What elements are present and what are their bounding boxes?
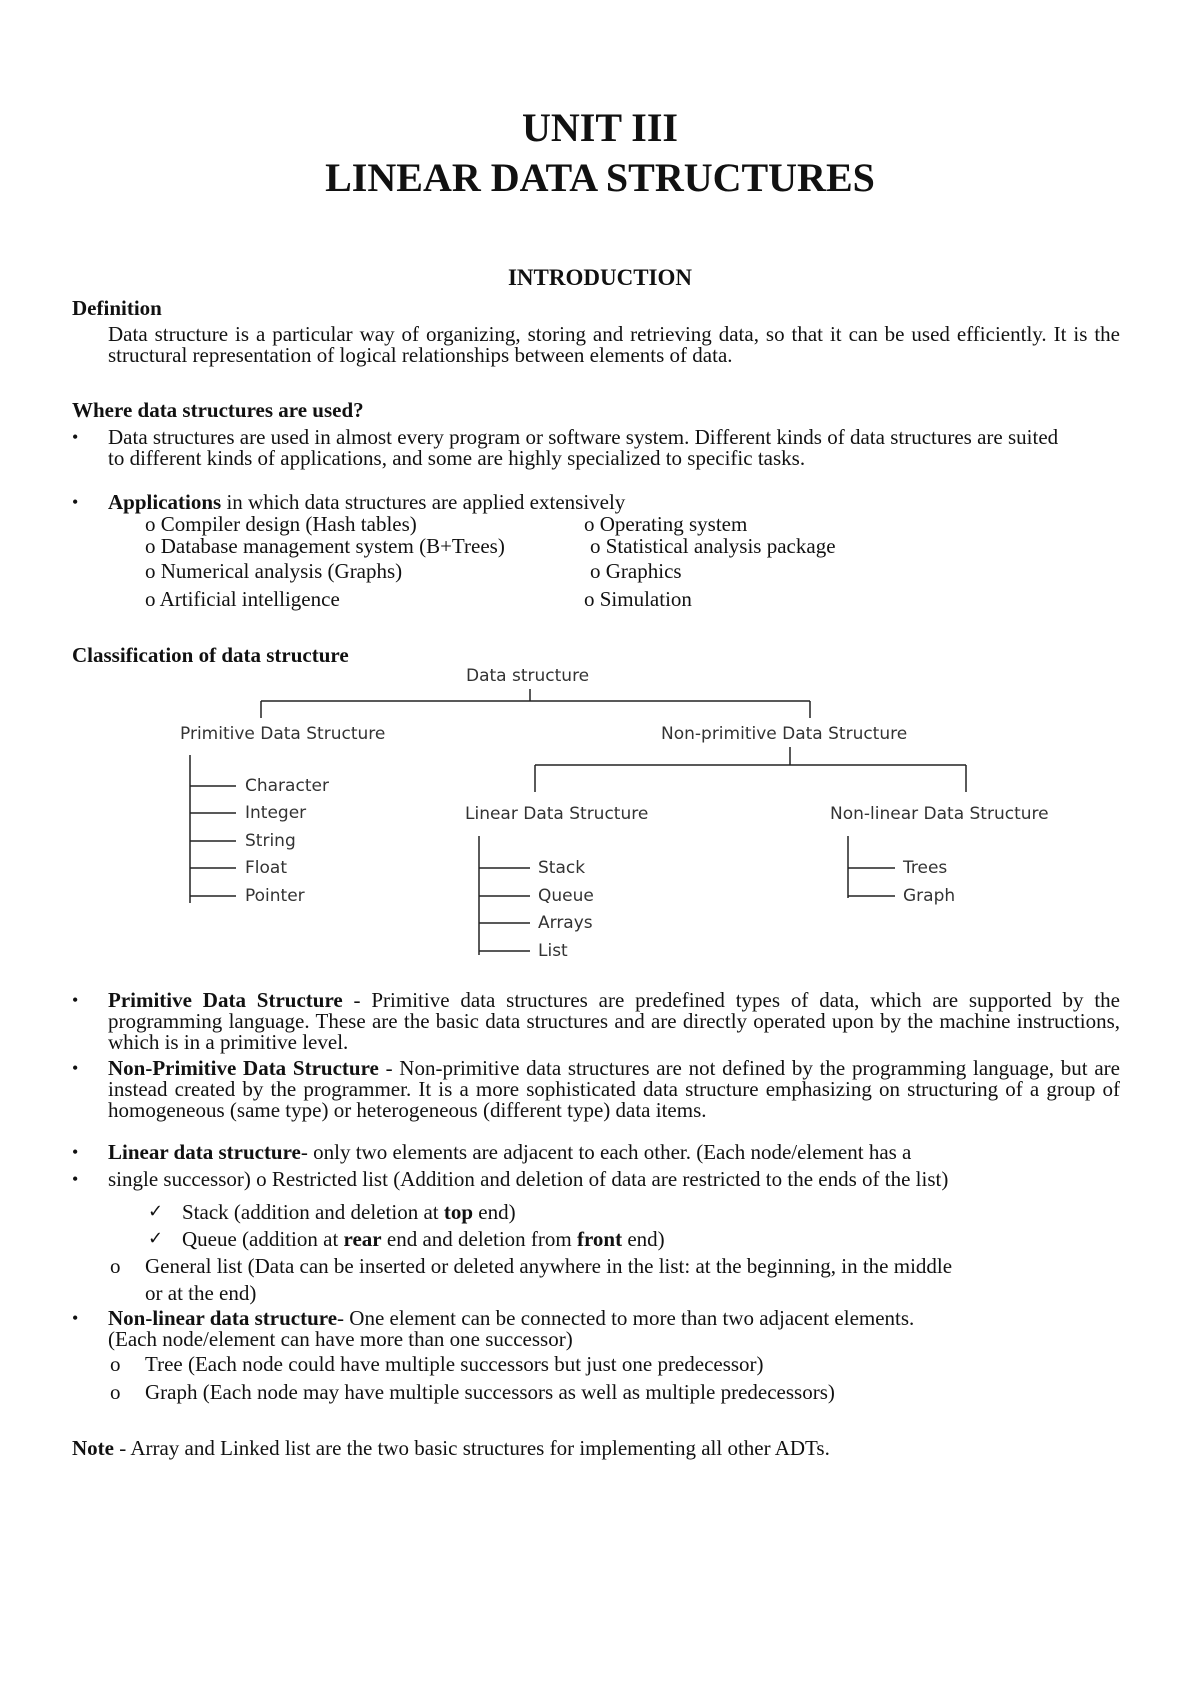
bullet-icon: • — [72, 1142, 79, 1162]
general-list-line-2: or at the end) — [145, 1281, 257, 1305]
tree-node-non-linear: Non-linear Data Structure — [830, 804, 1049, 824]
bullet-icon: • — [72, 427, 79, 447]
application-item: o Compiler design (Hash tables) — [145, 512, 417, 536]
application-item: o Operating system — [584, 512, 748, 536]
where-used-heading: Where data structures are used? — [72, 398, 364, 422]
bullet-icon: • — [72, 1058, 79, 1078]
stack-item — [182, 1202, 516, 1223]
note-label: Note — [72, 1436, 114, 1460]
primitive-description — [108, 990, 1120, 1053]
classification-heading: Classification of data structure — [72, 643, 349, 667]
tree-node-root: Data structure — [466, 666, 590, 686]
o-bullet: o — [110, 1380, 121, 1404]
tree-node-non-primitive: Non-primitive Data Structure — [661, 724, 908, 744]
o-bullet: o — [110, 1254, 121, 1278]
tree-leaf-non-linear: Trees — [903, 858, 948, 878]
non-primitive-text: - Non-primitive data structures are not defined by the programming language, but are instead created by the programmer. It is a more sophisticated data structure emphasizing on structuring of a group of homogeneous (same type) or heterogeneous (different type) data items. — [108, 1056, 1120, 1122]
primitive-text: - Primitive data structures are predefined types of data, which are supported by the programming language. These are the basic data structures and are directly operated upon by the machine instructions, which is in a primitive level. — [108, 988, 1120, 1054]
application-item: o Graphics — [590, 559, 682, 583]
applications-text: in which data structures are applied extensively — [221, 490, 626, 514]
application-item: o Simulation — [584, 587, 692, 611]
tree-node-linear: Linear Data Structure — [465, 804, 649, 824]
application-item: o Numerical analysis (Graphs) — [145, 559, 403, 583]
linear-description — [108, 1142, 911, 1163]
queue-keyword-front: front — [576, 1227, 623, 1251]
application-item: o Database management system (B+Trees) — [145, 534, 505, 558]
o-bullet: o — [110, 1352, 121, 1376]
bullet-icon: • — [72, 1169, 79, 1189]
checkmark-icon: ✓ — [148, 1201, 164, 1222]
non-primitive-label: Non-Primitive Data Structure — [108, 1056, 379, 1080]
introduction-heading: INTRODUCTION — [507, 265, 693, 290]
tree-leaf-primitive: String — [245, 831, 296, 851]
tree-leaf-primitive: Integer — [245, 803, 307, 823]
queue-text-end: end) — [622, 1227, 665, 1251]
non-linear-description-line-2: (Each node/element can have more than one successor) — [108, 1327, 573, 1351]
queue-text-mid: end and deletion from — [381, 1227, 577, 1251]
queue-text: Queue (addition at — [182, 1227, 344, 1251]
note-text: - Array and Linked list are the two basic structures for implementing all other ADTs. — [113, 1436, 830, 1460]
stack-keyword: top — [443, 1200, 474, 1224]
non-linear-text: - One element can be connected to more than two adjacent elements. — [337, 1306, 915, 1330]
tree-leaf-linear: Queue — [538, 886, 594, 906]
non-linear-label: Non-linear data structure — [108, 1306, 338, 1330]
graph-item: Graph (Each node may have multiple successors as well as multiple predecessors) — [145, 1380, 835, 1404]
bullet-icon: • — [72, 492, 79, 512]
stack-text: Stack (addition and deletion at — [182, 1200, 444, 1224]
linear-label: Linear data structure — [108, 1140, 301, 1164]
queue-item — [182, 1229, 665, 1250]
tree-leaf-linear: Stack — [538, 858, 586, 878]
tree-item: Tree (Each node could have multiple successors but just one predecessor) — [145, 1352, 764, 1376]
tree-leaf-non-linear: Graph — [903, 886, 956, 906]
unit-heading: UNIT III — [522, 105, 678, 150]
bullet-icon: • — [72, 1308, 79, 1328]
tree-node-primitive: Primitive Data Structure — [180, 724, 386, 744]
bullet-icon: • — [72, 990, 79, 1010]
checkmark-icon: ✓ — [148, 1228, 164, 1249]
applications-label: Applications — [108, 490, 222, 514]
application-item: o Statistical analysis package — [590, 534, 836, 558]
non-primitive-description — [108, 1058, 1120, 1121]
non-linear-description — [108, 1308, 914, 1329]
queue-keyword-rear: rear — [343, 1227, 382, 1251]
stack-text-end: end) — [473, 1200, 516, 1224]
tree-leaf-linear: List — [538, 941, 568, 961]
note — [72, 1438, 830, 1459]
primitive-label: Primitive Data Structure — [108, 988, 343, 1012]
tree-leaf-linear: Arrays — [538, 913, 593, 933]
tree-leaf-primitive: Character — [245, 776, 329, 796]
tree-leaf-primitive: Float — [245, 858, 287, 878]
where-used-item-1: Data structures are used in almost every program or software system. Different kinds of data structures are suited to different kinds of applications, and some are highly specialized to specific tasks. — [108, 425, 1059, 470]
linear-description-line-2: single successor) o Restricted list (Addition and deletion of data are restricted to the ends of the list) — [108, 1167, 949, 1191]
page-title: LINEAR DATA STRUCTURES — [325, 155, 875, 200]
definition-heading: Definition — [72, 296, 162, 320]
tree-leaf-primitive: Pointer — [245, 886, 305, 906]
linear-text: - only two elements are adjacent to each other. (Each node/element has a — [300, 1140, 912, 1164]
application-item: o Artificial intelligence — [145, 587, 340, 611]
general-list-line-1: General list (Data can be inserted or deleted anywhere in the list: at the beginning, in the middle — [145, 1254, 953, 1278]
definition-text: Data structure is a particular way of organizing, storing and retrieving data, so that it can be used efficiently. It is the structural representation of logical relationships between elements of data. — [108, 322, 1120, 367]
